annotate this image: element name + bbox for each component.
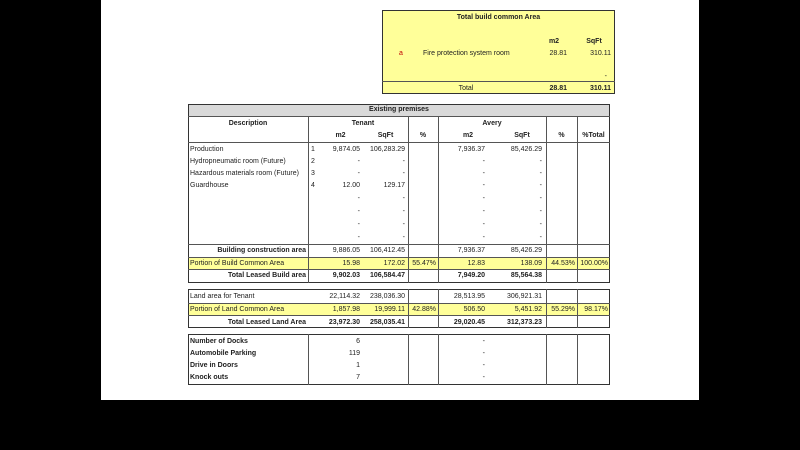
total-leased-land-tenant-sqft: 258,035.41	[369, 319, 405, 326]
summary-total-label: Total	[458, 85, 474, 92]
row-avery-sqft: -	[539, 195, 542, 202]
total-leased-land-label: Total Leased Land Area	[227, 319, 306, 326]
col-tenant: Tenant	[351, 120, 375, 127]
extra-avery-value: -	[482, 338, 485, 345]
land-tenant-avery-m2: 28,513.95	[453, 293, 485, 300]
row-avery-m2: 7,936.37	[457, 146, 485, 153]
pct-total-header: %Total	[582, 132, 605, 139]
row-tenant-sqft: -	[402, 195, 405, 202]
total-leased-build-label: Total Leased Build area	[227, 272, 306, 279]
row-tenant-m2: -	[357, 208, 360, 215]
extra-tenant-value: 6	[356, 338, 360, 345]
row-tenant-m2: 9,874.05	[332, 146, 360, 153]
row-avery-m2: -	[482, 221, 485, 228]
summary-item-m2: 28.81	[549, 50, 567, 57]
portion-build-avery-m2: 12.83	[467, 260, 485, 267]
portion-build-avery-sqft: 138.09	[520, 260, 542, 267]
row-label: Production	[190, 146, 224, 153]
tenant-m2-header: m2	[335, 132, 346, 139]
row-avery-m2: -	[482, 208, 485, 215]
row-tenant-m2: -	[357, 195, 360, 202]
summary-item-label: Fire protection system room	[423, 50, 510, 57]
portion-land-avery-sqft: 5,451.92	[514, 306, 542, 313]
portion-land-tenant-pct: 42.88%	[412, 306, 436, 313]
spreadsheet-page	[101, 0, 699, 400]
total-leased-land-avery-sqft: 312,373.23	[506, 319, 542, 326]
portion-build-avery-pct: 44.53%	[551, 260, 575, 267]
summary-total-m2: 28.81	[549, 85, 567, 92]
avery-sqft-header: SqFt	[514, 132, 530, 139]
row-tenant-sqft: 129.17	[383, 182, 405, 189]
portion-land-total-pct: 98.17%	[584, 306, 608, 313]
row-avery-m2: -	[482, 170, 485, 177]
row-avery-sqft: -	[539, 221, 542, 228]
extra-label: Automobile Parking	[190, 350, 257, 357]
row-avery-m2: -	[482, 182, 485, 189]
row-label: Hazardous materials room (Future)	[190, 170, 299, 177]
summary-title: Total build common Area	[456, 14, 541, 21]
row-tenant-m2: -	[357, 158, 360, 165]
building-construction-avery-m2: 7,936.37	[457, 247, 485, 254]
portion-land-avery-m2: 506.50	[463, 306, 485, 313]
row-avery-sqft: -	[539, 182, 542, 189]
row-tenant-m2: -	[357, 170, 360, 177]
row-tenant-sqft: 106,283.29	[369, 146, 405, 153]
portion-land-tenant-sqft: 19,999.11	[374, 306, 405, 313]
land-tenant-avery-sqft: 306,921.31	[506, 293, 542, 300]
row-tenant-m2: -	[357, 234, 360, 241]
building-construction-tenant-m2: 9,886.05	[332, 247, 360, 254]
row-number: 1	[311, 146, 315, 153]
row-tenant-m2: -	[357, 221, 360, 228]
tenant-pct-header: %	[419, 132, 427, 139]
tenant-sqft-header: SqFt	[377, 132, 394, 139]
table-header-title: Existing premises	[369, 106, 429, 113]
row-tenant-sqft: -	[402, 170, 405, 177]
total-leased-build-tenant-m2: 9,902.03	[332, 272, 360, 279]
row-avery-sqft: -	[539, 170, 542, 177]
building-construction-tenant-sqft: 106,412.45	[369, 247, 405, 254]
building-construction-avery-sqft: 85,426.29	[510, 247, 542, 254]
row-tenant-m2: 12.00	[342, 182, 360, 189]
row-number: 3	[311, 170, 315, 177]
avery-pct-header: %	[558, 132, 565, 139]
summary-col-m2: m2	[548, 38, 560, 45]
portion-build-label: Portion of Build Common Area	[190, 260, 285, 267]
portion-land-tenant-m2: 1,857.98	[332, 306, 360, 313]
portion-build-tenant-pct: 55.47%	[412, 260, 436, 267]
extra-label: Knock outs	[190, 374, 229, 381]
summary-item-index: a	[399, 50, 403, 57]
summary-total-sqft: 310.11	[589, 85, 611, 92]
row-number: 2	[311, 158, 315, 165]
extra-tenant-value: 7	[356, 374, 360, 381]
total-leased-build-avery-m2: 7,949.20	[457, 272, 485, 279]
land-tenant-tenant-m2: 22,114.32	[329, 293, 360, 300]
summary-blank-mark: -	[604, 73, 607, 80]
row-number: 4	[311, 182, 315, 189]
row-avery-sqft: -	[539, 208, 542, 215]
row-avery-m2: -	[482, 195, 485, 202]
row-avery-m2: -	[482, 234, 485, 241]
portion-build-tenant-sqft: 172.02	[383, 260, 405, 267]
row-label: Hydropneumatic room (Future)	[190, 158, 286, 165]
row-avery-sqft: 85,426.29	[510, 146, 542, 153]
extra-label: Drive in Doors	[190, 362, 238, 369]
land-tenant-tenant-sqft: 238,036.30	[369, 293, 405, 300]
avery-m2-header: m2	[462, 132, 474, 139]
extra-tenant-value: 1	[356, 362, 360, 369]
total-leased-build-tenant-sqft: 106,584.47	[369, 272, 405, 279]
portion-build-tenant-m2: 15.98	[342, 260, 360, 267]
total-leased-land-tenant-m2: 23,972.30	[328, 319, 360, 326]
extra-avery-value: -	[482, 350, 485, 357]
summary-col-sqft: SqFt	[586, 38, 602, 45]
row-tenant-sqft: -	[402, 158, 405, 165]
portion-build-total-pct: 100.00%	[580, 260, 608, 267]
row-tenant-sqft: -	[402, 221, 405, 228]
row-tenant-sqft: -	[402, 208, 405, 215]
summary-item-sqft: 310.11	[590, 50, 611, 57]
total-leased-build-avery-sqft: 85,564.38	[510, 272, 542, 279]
portion-land-label: Portion of Land Common Area	[190, 306, 285, 313]
bottom-black-bar	[0, 400, 800, 450]
row-tenant-sqft: -	[402, 234, 405, 241]
col-avery: Avery	[482, 120, 502, 127]
col-description: Description	[228, 120, 268, 127]
row-label: Guardhouse	[190, 182, 229, 189]
extra-avery-value: -	[482, 374, 485, 381]
total-leased-land-avery-m2: 29,020.45	[453, 319, 485, 326]
extra-avery-value: -	[482, 362, 485, 369]
land-tenant-label: Land area for Tenant	[190, 293, 255, 300]
row-avery-m2: -	[482, 158, 485, 165]
extra-label: Number of Docks	[190, 338, 248, 345]
row-avery-sqft: -	[539, 158, 542, 165]
row-avery-sqft: -	[539, 234, 542, 241]
extra-tenant-value: 119	[348, 350, 360, 357]
building-construction-label: Building construction area	[217, 247, 306, 254]
portion-land-avery-pct: 55.29%	[551, 306, 575, 313]
